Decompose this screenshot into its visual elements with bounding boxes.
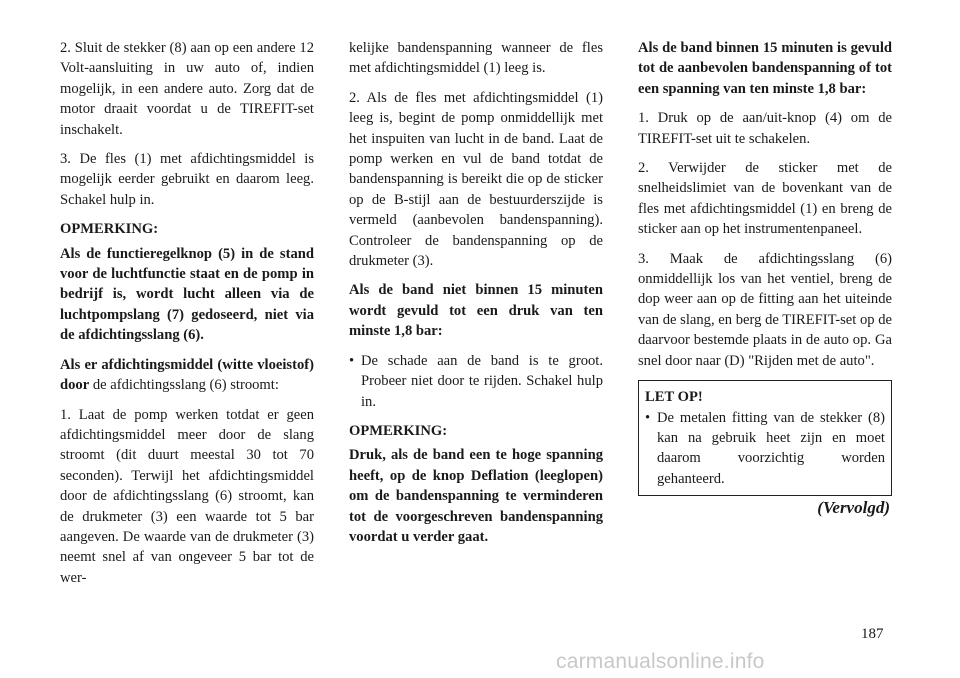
note-heading: OPMERKING: xyxy=(349,422,448,439)
paragraph: 2. Verwijder de sticker met de snelheidslimiet van de bovenkant van de fles met afdichtingsmiddel (1) en breng de sticker aan op het instrumentenpaneel. xyxy=(638,160,892,238)
warning-box xyxy=(638,380,892,496)
warning-item xyxy=(645,408,885,490)
warning-title: LET OP! xyxy=(645,389,703,406)
note-text: Druk, als de band een te hoge spanning heeft, op de knop Deflation (leeglopen) om de bandenspanning te verminderen tot de voorgeschreven bandenspanning voordat u verder gaat. xyxy=(349,447,603,545)
paragraph xyxy=(60,355,314,396)
bullet-icon: • xyxy=(645,409,651,426)
list-item xyxy=(349,351,603,412)
column-left xyxy=(60,38,314,597)
sealant-flow-text: de afdichtingsslang (6) stroomt: xyxy=(89,377,279,394)
paragraph: 1. Druk op de aan/uit-knop (4) om de TIREFIT-set uit te schakelen. xyxy=(638,110,892,147)
continued-label: (Vervolgd) xyxy=(817,498,890,518)
warning-text: De metalen fitting van de stekker (8) kan na gebruik heet zijn en moet daarom voorzichtig worden gehanteerd. xyxy=(657,409,885,487)
paragraph: 1. Laat de pomp werken totdat er geen afdichtingsmiddel meer door de slang stroomt (dit duurt meestal 30 tot 70 seconden). Terwijl het afdichtingsmiddel door de afdichtingsslang (6) stroomt, kan de drukmeter (3) een waarde tot 5 bar aangeven. De waarde van de drukmeter (3) neemt snel af van ongeveer 5 bar tot de wer- xyxy=(60,406,314,586)
paragraph: 3. De fles (1) met afdichtingsmiddel is mogelijk eerder gebruikt en daarom leeg. Schakel hulp in. xyxy=(60,151,314,208)
watermark: carmanualsonline.info xyxy=(556,650,765,673)
page-number: 187 xyxy=(861,626,884,642)
note-heading: OPMERKING: xyxy=(60,221,159,238)
note-text: Als de functieregelknop (5) in de stand voor de luchtfunctie staat en de pomp in bedrijf is, wordt lucht alleen via de luchtpompslang (7) gedoseerd, niet via de afdichtingsslang (6). xyxy=(60,245,314,344)
paragraph: 2. Als de fles met afdichtingsmiddel (1) leeg is, begint de pomp onmiddellijk met het inspuiten van lucht in de band. Laat de pomp werken en vul de band totdat de bandenspanning is bereikt die op de sticker op de B-stijl aan de bestuurderszijde is vermeld (aanbevolen bandenspanning). Controleer de bandenspanning op de drukmeter (3). xyxy=(349,89,603,270)
paragraph: 2. Sluit de stekker (8) aan op een andere 12 Volt-aansluiting in uw auto of, indien mogelijk, in een andere auto. Zorg dat de motor draait voordat u de TIREFIT-set inschakelt. xyxy=(60,40,314,138)
paragraph: 3. Maak de afdichtingsslang (6) onmiddellijk los van het ventiel, breng de dop weer aan op de fitting aan het uiteinde van de slang, en berg de TIREFIT-set op de daarvoor bestemde plaats in de auto op. Ga snel door naar (D) "Rijden met de auto". xyxy=(638,250,892,369)
column-right xyxy=(638,38,892,519)
list-item-text: De schade aan de band is te groot. Probeer niet door te rijden. Schakel hulp in. xyxy=(361,352,603,410)
column-middle xyxy=(349,38,603,556)
section-heading: Als de band binnen 15 minuten is gevuld tot de aanbevolen bandenspanning of tot een spanning van ten minste 1,8 bar: xyxy=(638,40,892,97)
paragraph: kelijke bandenspanning wanneer de fles met afdichtingsmiddel (1) leeg is. xyxy=(349,40,603,77)
bullet-icon: • xyxy=(349,352,355,369)
section-heading: Als de band niet binnen 15 minuten wordt gevuld tot een druk van ten minste 1,8 bar: xyxy=(349,282,603,340)
sealant-flow-heading: Als er afdichtingsmiddel (witte vloeistof) door xyxy=(60,356,314,394)
